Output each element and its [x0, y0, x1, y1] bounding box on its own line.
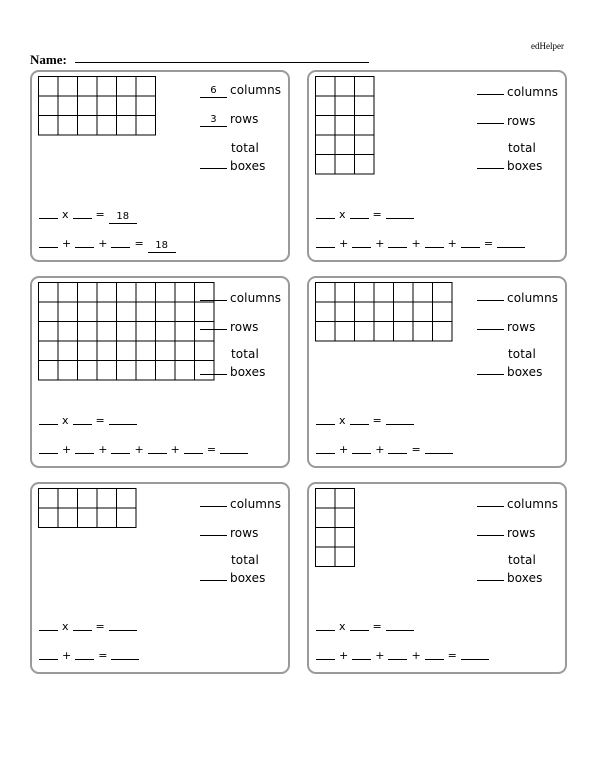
addend-blank[interactable]	[461, 236, 480, 248]
times-sign: x	[339, 414, 346, 427]
grid-box	[413, 322, 433, 342]
factor-blank[interactable]	[316, 207, 335, 219]
plus-sign: +	[134, 443, 144, 456]
equals-sign: =	[372, 414, 382, 427]
grid-box	[117, 341, 137, 361]
factor-blank[interactable]	[316, 619, 335, 631]
total-answer[interactable]	[200, 156, 227, 169]
product-answer[interactable]	[109, 619, 137, 631]
rows-answer[interactable]: 3	[200, 114, 227, 127]
grid-box	[117, 322, 137, 342]
grid-box	[78, 116, 98, 136]
grid-box	[78, 489, 98, 509]
product-answer[interactable]	[386, 413, 414, 425]
sum-answer[interactable]	[220, 442, 248, 454]
total-answer[interactable]	[477, 568, 504, 581]
grid-box	[316, 322, 336, 342]
grid-box	[175, 283, 195, 303]
factor-blank[interactable]	[350, 619, 369, 631]
equals-sign: =	[372, 208, 382, 221]
grid-box	[58, 322, 78, 342]
equals-sign: =	[447, 649, 457, 662]
grid-box	[117, 116, 137, 136]
grid-box	[335, 283, 355, 303]
grid-box	[39, 116, 59, 136]
columns-label: columns	[230, 291, 282, 305]
grid-box	[394, 302, 414, 322]
times-sign: x	[339, 208, 346, 221]
product-answer[interactable]	[386, 207, 414, 219]
addend-blank[interactable]	[425, 236, 444, 248]
plus-sign: +	[98, 237, 108, 250]
box-grid	[38, 76, 156, 136]
columns-label: columns	[507, 497, 559, 511]
grid-box	[175, 322, 195, 342]
total-boxes-row	[477, 346, 573, 380]
grid-box	[335, 135, 355, 155]
grid-box	[394, 322, 414, 342]
box-grid	[38, 282, 215, 381]
factor-blank[interactable]	[39, 619, 58, 631]
columns-row	[200, 494, 296, 512]
addend-blank[interactable]	[316, 442, 335, 454]
plus-sign: +	[447, 237, 457, 250]
grid-box	[78, 96, 98, 116]
grid-box	[117, 489, 137, 509]
grid-box	[355, 302, 375, 322]
addition-equation	[39, 236, 176, 253]
columns-answer[interactable]	[477, 288, 504, 301]
plus-sign: +	[375, 237, 385, 250]
rows-row	[200, 111, 296, 127]
grid-box	[335, 302, 355, 322]
columns-answer[interactable]	[200, 288, 227, 301]
grid-box	[355, 155, 375, 175]
name-field[interactable]	[75, 62, 369, 63]
total-boxes-row	[200, 346, 296, 380]
grid-box	[156, 341, 176, 361]
product-answer[interactable]	[386, 619, 414, 631]
plus-sign: +	[339, 649, 349, 662]
addend-blank[interactable]	[39, 236, 58, 248]
factor-blank[interactable]	[73, 619, 92, 631]
grid-box	[433, 322, 453, 342]
grid-box	[136, 116, 156, 136]
columns-label: columns	[230, 83, 282, 97]
equals-sign: =	[95, 414, 105, 427]
grid-box	[335, 547, 355, 567]
grid-box	[39, 302, 59, 322]
boxes-label: boxes	[230, 159, 266, 173]
boxes-label: boxes	[507, 365, 543, 379]
rows-row	[477, 523, 573, 541]
grid-box	[58, 361, 78, 381]
columns-answer[interactable]	[477, 494, 504, 507]
grid-box	[78, 77, 98, 97]
grid-box	[316, 508, 336, 528]
columns-label: columns	[507, 291, 559, 305]
rows-row	[200, 317, 296, 335]
boxes-label: boxes	[507, 159, 543, 173]
grid-box	[78, 341, 98, 361]
grid-box	[175, 302, 195, 322]
grid-box	[58, 77, 78, 97]
grid-box	[335, 96, 355, 116]
grid-box	[316, 283, 336, 303]
grid-box	[97, 77, 117, 97]
plus-sign: +	[62, 237, 72, 250]
grid-box	[355, 283, 375, 303]
name-label: Name:	[30, 52, 67, 67]
grid-box	[78, 322, 98, 342]
addition-equation	[39, 648, 139, 663]
rows-label: rows	[230, 112, 259, 126]
sum-answer[interactable]	[425, 442, 453, 454]
grid-box	[117, 96, 137, 116]
rows-row	[477, 317, 573, 335]
grid-box	[39, 96, 59, 116]
grid-box	[156, 322, 176, 342]
grid-box	[316, 116, 336, 136]
addend-blank[interactable]	[352, 442, 371, 454]
boxes-label: boxes	[507, 571, 543, 585]
grid-box	[175, 341, 195, 361]
rows-row	[200, 523, 296, 541]
addend-blank[interactable]	[316, 648, 335, 660]
addition-equation	[316, 648, 489, 663]
rows-label: rows	[230, 526, 259, 540]
grid-box	[117, 77, 137, 97]
grid-box	[97, 341, 117, 361]
grid-box	[433, 283, 453, 303]
grid-box	[374, 283, 394, 303]
grid-box	[413, 283, 433, 303]
grid-box	[335, 508, 355, 528]
grid-box	[413, 302, 433, 322]
addend-blank[interactable]	[388, 236, 407, 248]
box-grid	[315, 282, 453, 342]
addend-blank[interactable]	[184, 442, 203, 454]
addend-blank[interactable]	[111, 236, 130, 248]
equals-sign: =	[95, 208, 105, 221]
boxes-label: boxes	[230, 365, 266, 379]
rows-answer[interactable]	[477, 111, 504, 124]
sum-answer[interactable]	[111, 648, 139, 660]
grid-box	[97, 283, 117, 303]
grid-box	[78, 302, 98, 322]
grid-box	[97, 489, 117, 509]
grid-box	[58, 341, 78, 361]
addend-blank[interactable]	[352, 236, 371, 248]
plus-sign: +	[62, 649, 72, 662]
grid-box	[117, 302, 137, 322]
columns-row	[477, 494, 573, 512]
grid-box	[156, 361, 176, 381]
grid-box	[335, 489, 355, 509]
factor-blank[interactable]	[350, 413, 369, 425]
equals-sign: =	[134, 237, 144, 250]
equals-sign: =	[411, 443, 421, 456]
grid-box	[374, 302, 394, 322]
grid-box	[335, 116, 355, 136]
addend-blank[interactable]	[388, 648, 407, 660]
grid-box	[136, 322, 156, 342]
grid-box	[316, 302, 336, 322]
total-label: total	[231, 553, 259, 567]
times-sign: x	[339, 620, 346, 633]
rows-label: rows	[230, 320, 259, 334]
grid-box	[78, 361, 98, 381]
brand-label: edHelper	[531, 41, 564, 51]
plus-sign: +	[170, 443, 180, 456]
multiplication-equation	[39, 413, 137, 428]
columns-answer[interactable]	[200, 494, 227, 507]
grid-box	[58, 96, 78, 116]
plus-sign: +	[98, 443, 108, 456]
grid-box	[97, 322, 117, 342]
grid-box	[97, 96, 117, 116]
total-label: total	[231, 141, 259, 155]
plus-sign: +	[411, 237, 421, 250]
factor-blank[interactable]	[73, 207, 92, 219]
addend-blank[interactable]	[75, 648, 94, 660]
addition-equation	[316, 442, 453, 457]
equals-sign: =	[483, 237, 494, 250]
grid-box	[39, 341, 59, 361]
addition-equation	[316, 236, 525, 251]
plus-sign: +	[375, 649, 385, 662]
times-sign: x	[62, 620, 69, 633]
box-grid	[315, 76, 375, 175]
sum-answer[interactable]	[461, 648, 489, 660]
grid-box	[58, 302, 78, 322]
grid-box	[355, 96, 375, 116]
addend-blank[interactable]	[388, 442, 407, 454]
total-boxes-row	[200, 140, 296, 174]
plus-sign: +	[375, 443, 385, 456]
problem-card	[307, 276, 567, 468]
grid-box	[39, 77, 59, 97]
grid-box	[58, 489, 78, 509]
grid-box	[136, 77, 156, 97]
rows-label: rows	[507, 526, 536, 540]
total-boxes-row	[477, 552, 573, 586]
grid-box	[39, 489, 59, 509]
grid-box	[136, 302, 156, 322]
columns-label: columns	[230, 497, 282, 511]
product-answer[interactable]	[109, 413, 137, 425]
plus-sign: +	[411, 649, 421, 662]
equals-sign: =	[98, 649, 108, 662]
multiplication-equation	[316, 413, 414, 428]
grid-box	[97, 361, 117, 381]
grid-box	[58, 508, 78, 528]
total-answer[interactable]	[200, 362, 227, 375]
grid-box	[355, 135, 375, 155]
grid-box	[78, 508, 98, 528]
rows-answer[interactable]	[200, 317, 227, 330]
grid-box	[156, 302, 176, 322]
addend-blank[interactable]	[75, 442, 94, 454]
sum-answer[interactable]: 18	[148, 241, 176, 253]
grid-box	[316, 489, 336, 509]
grid-box	[335, 322, 355, 342]
columns-row	[477, 288, 573, 306]
grid-box	[39, 322, 59, 342]
grid-box	[355, 77, 375, 97]
problem-card	[307, 70, 567, 262]
addend-blank[interactable]	[316, 236, 335, 248]
product-answer[interactable]: 18	[109, 212, 137, 224]
times-sign: x	[62, 414, 69, 427]
factor-blank[interactable]	[39, 207, 58, 219]
grid-box	[156, 283, 176, 303]
grid-box	[355, 116, 375, 136]
grid-box	[136, 96, 156, 116]
factor-blank[interactable]	[316, 413, 335, 425]
columns-row	[200, 82, 296, 98]
columns-answer[interactable]	[477, 82, 504, 95]
total-answer[interactable]	[200, 568, 227, 581]
grid-box	[335, 77, 355, 97]
grid-box	[316, 528, 336, 548]
grid-box	[39, 508, 59, 528]
grid-box	[39, 283, 59, 303]
problem-card	[30, 482, 290, 674]
box-grid	[315, 488, 355, 567]
factor-blank[interactable]	[39, 413, 58, 425]
grid-box	[316, 135, 336, 155]
columns-row	[477, 82, 573, 100]
addend-blank[interactable]	[352, 648, 371, 660]
grid-box	[78, 283, 98, 303]
total-answer[interactable]	[477, 156, 504, 169]
columns-label: columns	[507, 85, 559, 99]
grid-box	[355, 322, 375, 342]
factor-blank[interactable]	[350, 207, 369, 219]
grid-box	[39, 361, 59, 381]
grid-box	[316, 547, 336, 567]
equals-sign: =	[206, 443, 217, 456]
plus-sign: +	[339, 443, 349, 456]
total-answer[interactable]	[477, 362, 504, 375]
addend-blank[interactable]	[148, 442, 167, 454]
grid-box	[316, 155, 336, 175]
plus-sign: +	[62, 443, 72, 456]
addend-blank[interactable]	[425, 648, 444, 660]
sum-answer[interactable]	[497, 236, 525, 248]
problem-card	[30, 70, 290, 262]
grid-box	[374, 322, 394, 342]
rows-answer[interactable]	[477, 317, 504, 330]
total-label: total	[231, 347, 259, 361]
rows-label: rows	[507, 320, 536, 334]
multiplication-equation	[39, 207, 137, 224]
grid-box	[136, 361, 156, 381]
boxes-label: boxes	[230, 571, 266, 585]
multiplication-equation	[316, 207, 414, 222]
rows-label: rows	[507, 114, 536, 128]
problem-card	[307, 482, 567, 674]
addend-blank[interactable]	[75, 236, 94, 248]
grid-box	[58, 283, 78, 303]
box-grid	[38, 488, 137, 528]
grid-box	[97, 508, 117, 528]
grid-box	[117, 508, 137, 528]
grid-box	[97, 302, 117, 322]
total-boxes-row	[477, 140, 573, 174]
plus-sign: +	[339, 237, 349, 250]
addend-blank[interactable]	[39, 648, 58, 660]
addition-equation	[39, 442, 248, 457]
total-label: total	[508, 347, 536, 361]
total-label: total	[508, 553, 536, 567]
total-label: total	[508, 141, 536, 155]
problem-card	[30, 276, 290, 468]
multiplication-equation	[316, 619, 414, 634]
columns-row	[200, 288, 296, 306]
grid-box	[394, 283, 414, 303]
rows-answer[interactable]	[200, 523, 227, 536]
equals-sign: =	[372, 620, 382, 633]
grid-box	[117, 283, 137, 303]
grid-box	[335, 155, 355, 175]
rows-row	[477, 111, 573, 129]
equals-sign: =	[95, 620, 105, 633]
total-boxes-row	[200, 552, 296, 586]
grid-box	[316, 77, 336, 97]
rows-answer[interactable]	[477, 523, 504, 536]
grid-box	[136, 341, 156, 361]
grid-box	[335, 528, 355, 548]
grid-box	[58, 116, 78, 136]
grid-box	[433, 302, 453, 322]
addend-blank[interactable]	[39, 442, 58, 454]
grid-box	[175, 361, 195, 381]
times-sign: x	[62, 208, 69, 221]
columns-answer[interactable]: 6	[200, 85, 227, 98]
multiplication-equation	[39, 619, 137, 634]
grid-box	[316, 96, 336, 116]
grid-box	[97, 116, 117, 136]
addend-blank[interactable]	[111, 442, 130, 454]
grid-box	[136, 283, 156, 303]
factor-blank[interactable]	[73, 413, 92, 425]
grid-box	[117, 361, 137, 381]
